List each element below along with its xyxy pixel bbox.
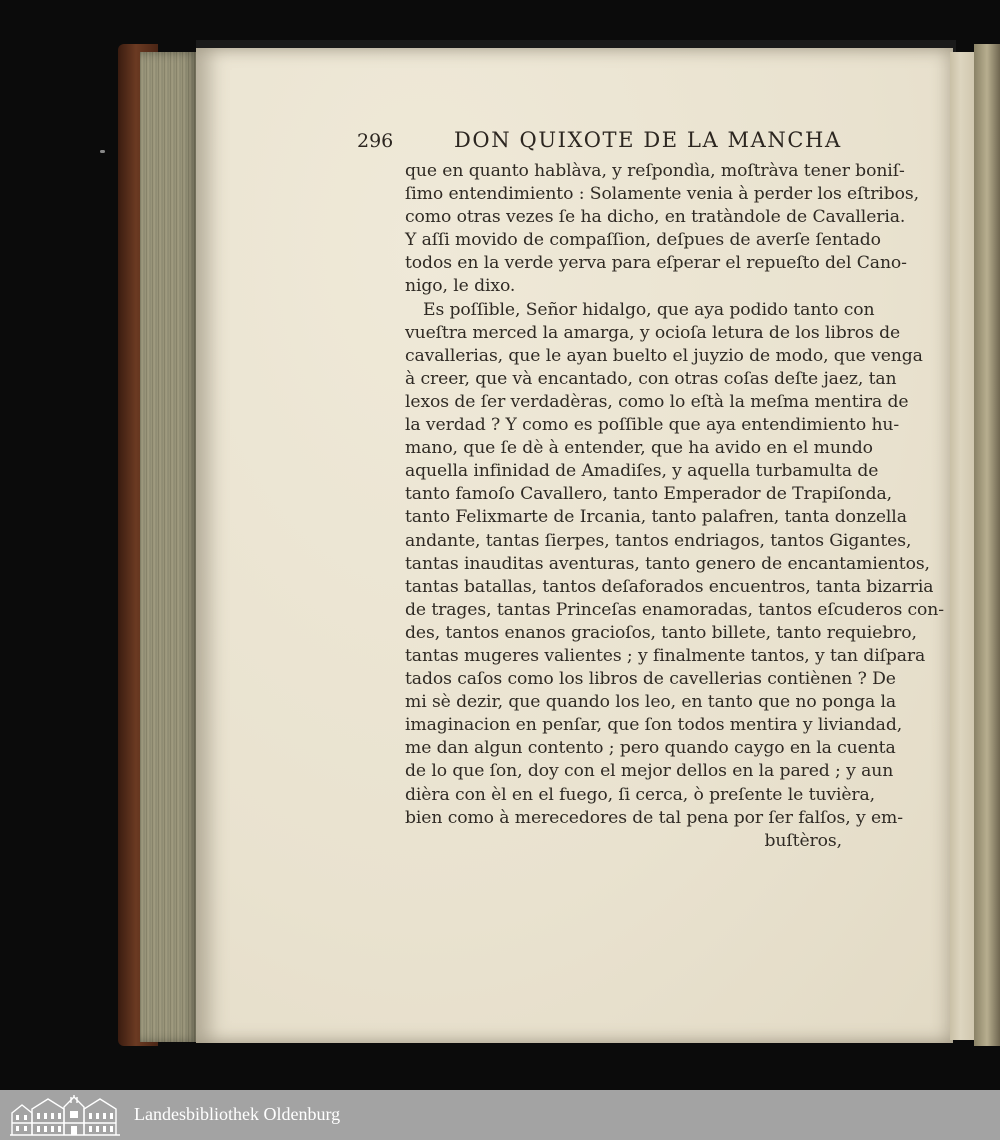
text-line: à creer, que và encantado, con otras coſas deſte jaez, tan	[405, 368, 897, 389]
running-head	[357, 130, 847, 160]
running-title: DON QUIXOTE DE LA MANCHA	[454, 128, 842, 152]
text-line: imaginacion en penſar, que ſon todos mentira y liviandad,	[405, 715, 903, 736]
dust-speck	[100, 150, 105, 153]
text-line: tantas inauditas aventuras, tanto genero de encantamientos,	[405, 553, 930, 574]
text-line: tanto famoſo Cavallero, tanto Emperador de Trapiſonda,	[405, 484, 892, 505]
text-line: lexos de ſer verdadèras, como lo eſtà la meſma mentira de	[405, 391, 909, 412]
text-line: que en quanto hablàva, y reſpondìa, moſtràva tener boniſ-	[405, 161, 905, 181]
text-line: tantas batallas, tantos deſaforados encuentros, tanta bizarria	[405, 576, 934, 597]
text-line: andante, tantas ſierpes, tantos endriagos, tantos Gigantes,	[405, 530, 912, 551]
text-line: de lo que ſon, doy con el mejor dellos en la pared ; y aun	[405, 761, 894, 782]
text-line: tados caſos como los libros de cavellerias contiènen ? De	[405, 669, 896, 690]
catchword: buſtèros,	[764, 830, 842, 851]
text-line: mi sè dezir, que quando los leo, en tanto que no ponga la	[405, 692, 897, 713]
text-line: dièra con èl en el fuego, ſi cerca, ò preſente le tuvièra,	[405, 784, 876, 805]
right-gutter	[950, 52, 976, 1040]
text-line: la verdad ? Y como es poſſible que aya entendimiento hu-	[405, 415, 900, 436]
text-line: como otras vezes ſe ha dicho, en tratàndole de Cavalleria.	[405, 207, 906, 228]
text-line: bien como à merecedores de tal pena por ſer falſos, y em-	[405, 807, 903, 828]
text-line: mano, que ſe dè à entender, que ha avido en el mundo	[405, 438, 873, 459]
library-footer	[0, 1090, 1000, 1140]
page-edges	[140, 52, 198, 1042]
text-line: nigo, le dixo.	[405, 276, 516, 297]
right-cover	[974, 44, 1000, 1046]
text-line: me dan algun contento ; pero quando caygo en la cuenta	[405, 738, 896, 759]
text-line: tanto Felixmarte de Ircania, tanto palafren, tanta donzella	[405, 507, 907, 528]
library-name: Landesbibliothek Oldenburg	[134, 1104, 341, 1124]
text-line: tantas mugeres valientes ; y finalmente tantos, y tan diſpara	[405, 645, 926, 666]
text-line: todos en la verde yerva para eſperar el repueſto del Cano-	[405, 253, 907, 274]
text-line: Y aſſi movido de compaſſion, deſpues de averſe ſentado	[405, 230, 881, 251]
text-line: cavallerias, que le ayan buelto el juyzio de modo, que venga	[405, 345, 923, 366]
text-line: Es poſſible, Señor hidalgo, que aya podido tanto con	[423, 299, 875, 320]
text-line: aquella infinidad de Amadiſes, y aquella turbamulta de	[405, 461, 879, 482]
text-line: de trages, tantas Princeſas enamoradas, tantos eſcuderos con-	[405, 599, 944, 620]
library-building-icon	[8, 1093, 123, 1137]
page-number: 296	[357, 130, 394, 152]
text-line: ſimo entendimiento : Solamente venia à perder los eſtribos,	[405, 184, 919, 205]
text-block	[405, 160, 944, 853]
text-line: des, tantos enanos gracioſos, tanto billete, tanto requiebro,	[405, 622, 917, 643]
text-line: vueſtra merced la amarga, y ocioſa letura de los libros de	[405, 322, 901, 343]
